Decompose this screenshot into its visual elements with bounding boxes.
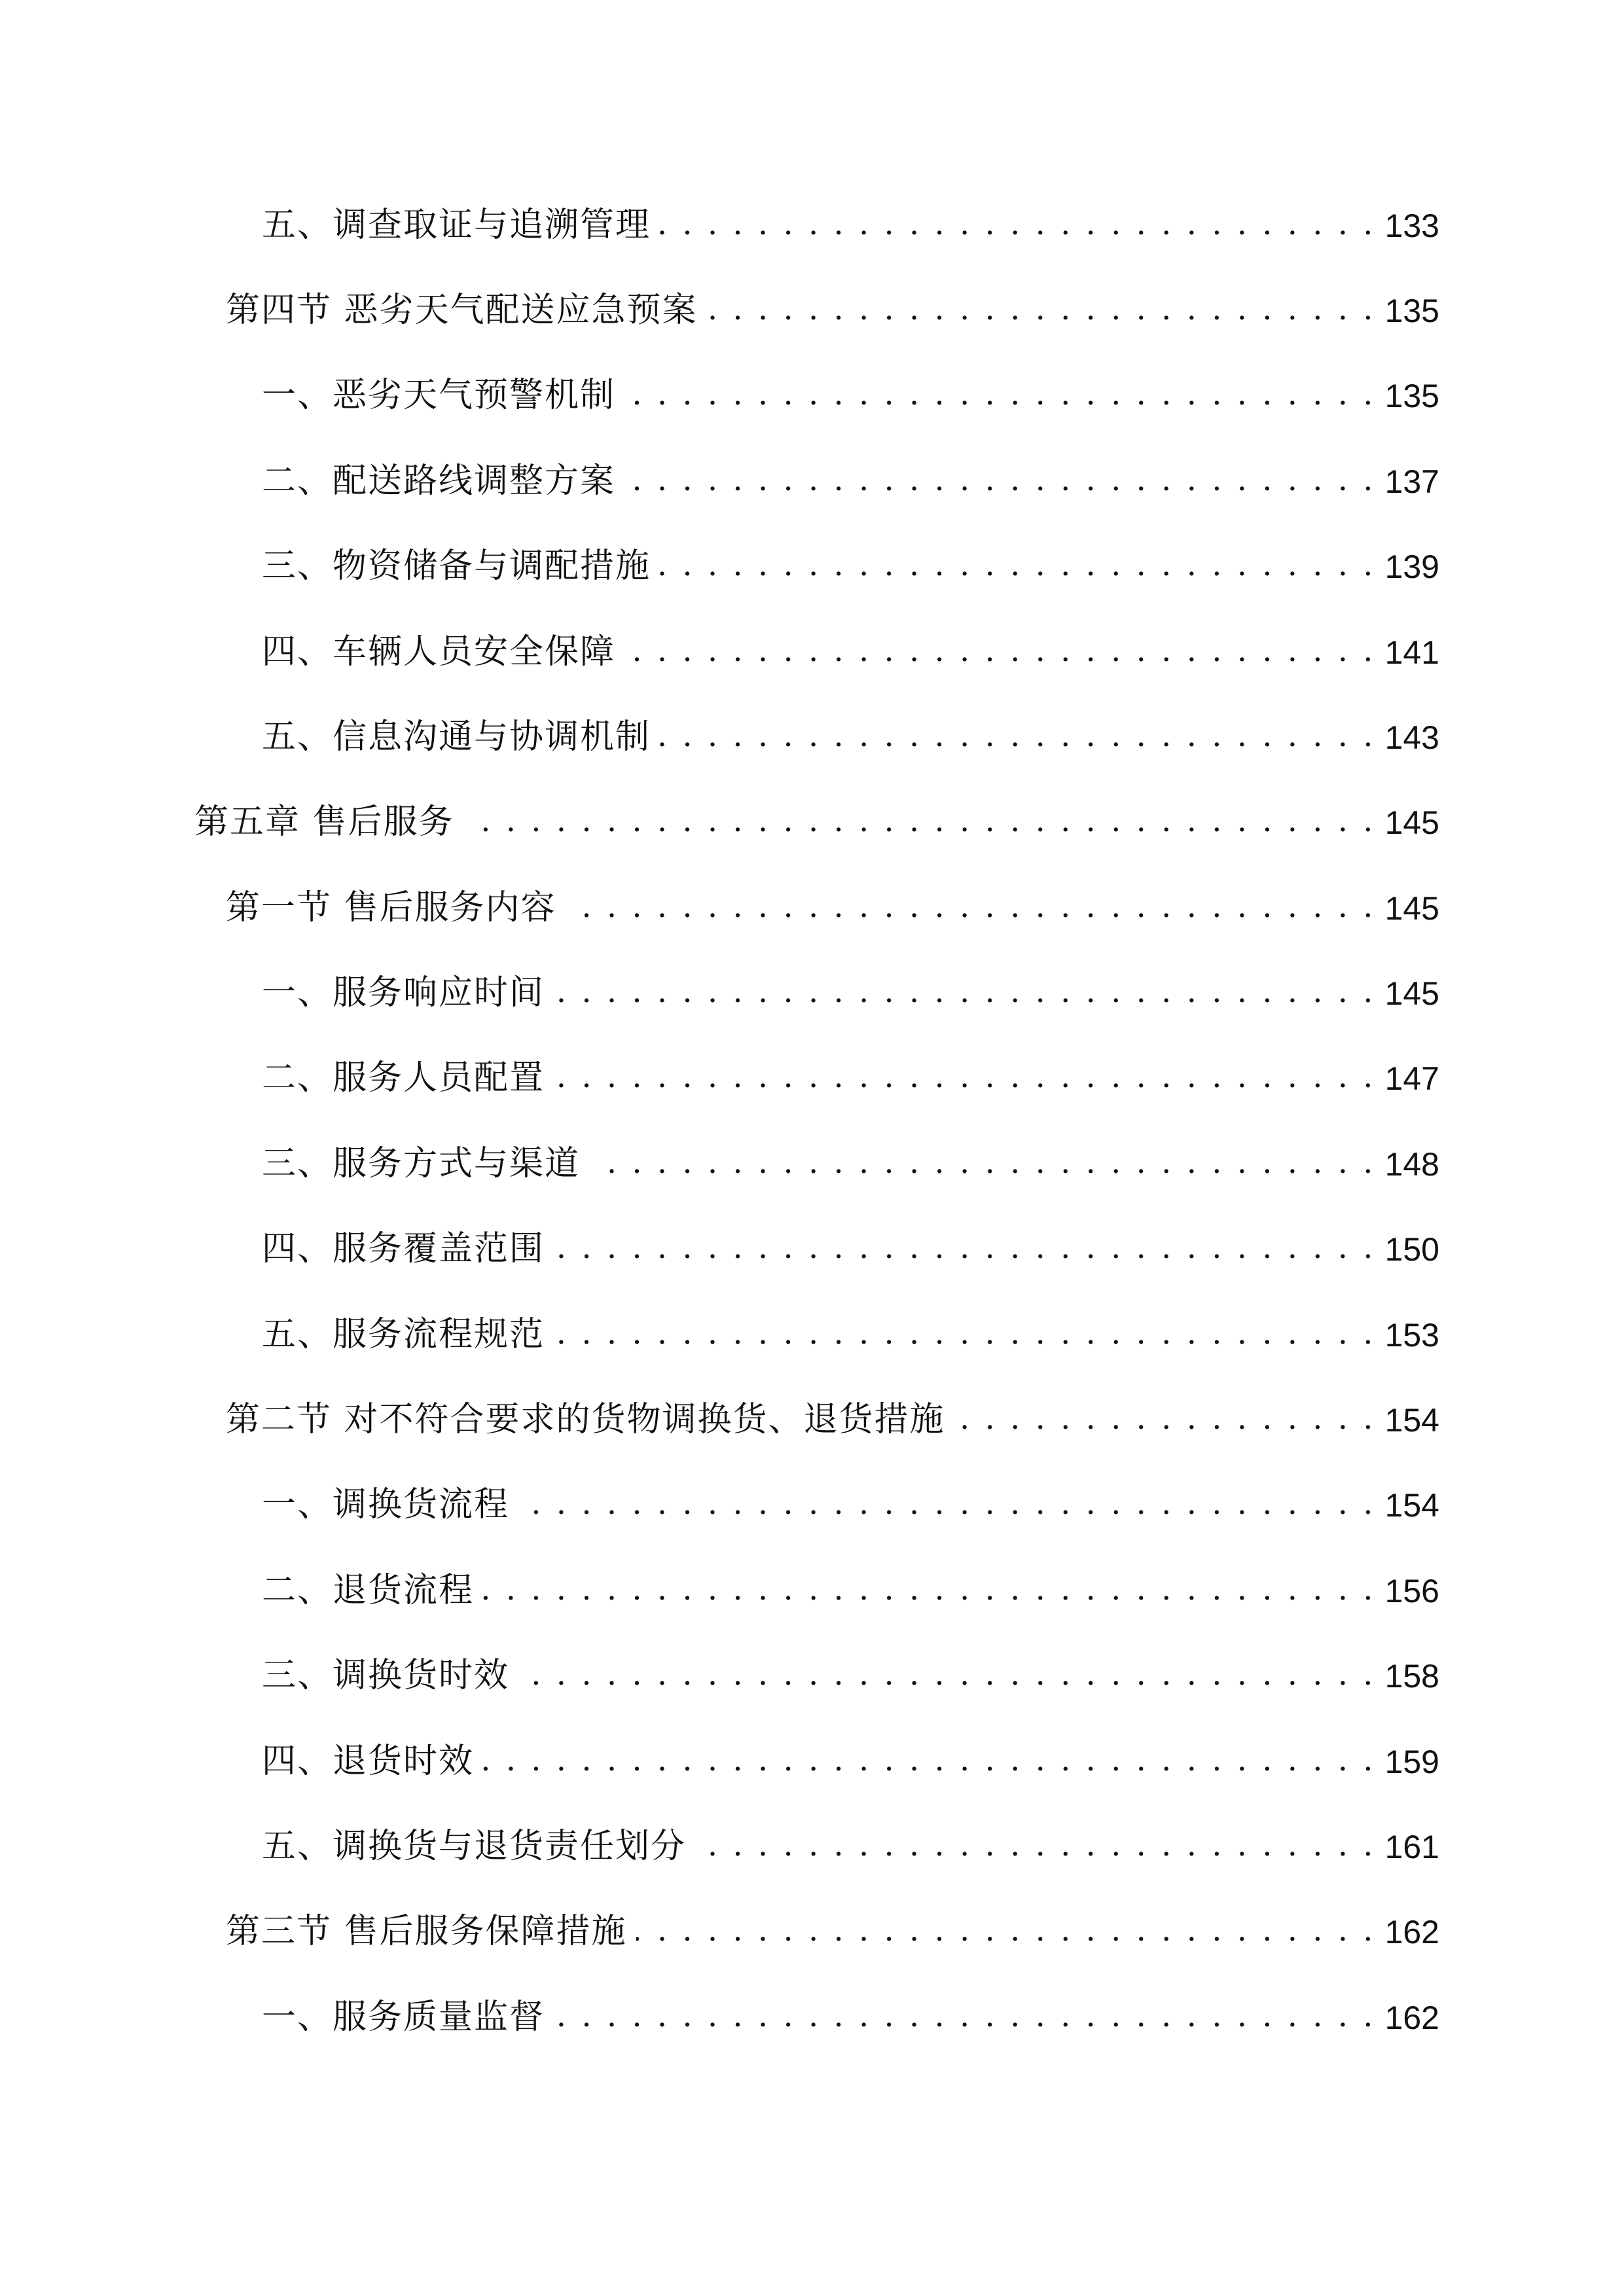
toc-entry-page-number: 162 xyxy=(1384,2000,1439,2036)
dot-leader xyxy=(554,1318,1376,1352)
toc-entry-title: 三、调换货时效 xyxy=(262,1656,510,1695)
toc-entry-title: 第三节 售后服务保障措施 xyxy=(226,1912,627,1951)
toc-entry xyxy=(262,1109,1439,1181)
toc-entry xyxy=(226,1876,1439,1951)
toc-entry-page-number: 137 xyxy=(1384,463,1439,500)
toc-entry-page-number: 161 xyxy=(1384,1829,1439,1865)
toc-entry-title: 二、服务人员配置 xyxy=(262,1058,545,1098)
toc-entry-page-number: 147 xyxy=(1384,1060,1439,1097)
toc-entry xyxy=(262,1450,1439,1522)
toc-entry-title: 第一节 售后服务内容 xyxy=(226,888,556,927)
toc-entry-title: 一、服务质量监督 xyxy=(262,1998,545,2037)
toc-entry xyxy=(262,340,1439,415)
toc-entry-page-number: 135 xyxy=(1384,293,1439,329)
dot-leader xyxy=(554,2000,1376,2034)
toc-entry-page-number: 158 xyxy=(1384,1658,1439,1695)
toc-entry-title: 四、服务覆盖范围 xyxy=(262,1229,545,1268)
toc-entry-page-number: 153 xyxy=(1384,1317,1439,1354)
dot-leader xyxy=(463,805,1376,839)
toc-entry xyxy=(262,1535,1439,1610)
toc-entry-page-number: 156 xyxy=(1384,1573,1439,1609)
toc-entry xyxy=(226,853,1439,925)
toc-entry-title: 三、物资储备与调配措施 xyxy=(262,547,651,586)
toc-entry-page-number: 133 xyxy=(1384,207,1439,244)
toc-entry xyxy=(262,938,1439,1013)
toc-entry xyxy=(262,597,1439,672)
toc-entry-title: 三、服务方式与渠道 xyxy=(262,1144,581,1183)
dot-leader xyxy=(954,1403,1376,1437)
dot-leader xyxy=(660,720,1376,754)
dot-leader xyxy=(483,1573,1376,1607)
dot-leader xyxy=(624,635,1376,669)
dot-leader xyxy=(695,1829,1376,1863)
toc-entry-title: 一、恶劣天气预警机制 xyxy=(262,376,616,415)
dot-leader xyxy=(707,293,1376,327)
toc-entry-title: 五、调查取证与追溯管理 xyxy=(262,206,651,245)
toc-entry-page-number: 148 xyxy=(1384,1146,1439,1183)
dot-leader xyxy=(624,378,1376,412)
toc-entry-page-number: 154 xyxy=(1384,1402,1439,1439)
dot-leader xyxy=(554,1232,1376,1266)
toc-entry-page-number: 139 xyxy=(1384,548,1439,585)
dot-leader xyxy=(660,549,1376,583)
dot-leader xyxy=(518,1488,1376,1522)
toc-entry-title: 二、配送路线调整方案 xyxy=(262,461,616,501)
toc-entry xyxy=(262,682,1439,757)
dot-leader xyxy=(589,1147,1376,1181)
dot-leader xyxy=(566,891,1376,925)
toc-entry xyxy=(262,426,1439,501)
dot-leader xyxy=(624,464,1376,498)
toc-entry-page-number: 150 xyxy=(1384,1231,1439,1268)
toc-entry xyxy=(262,1962,1439,2037)
toc-entry xyxy=(262,1280,1439,1352)
toc-entry-page-number: 145 xyxy=(1384,804,1439,841)
toc-entry-page-number: 162 xyxy=(1384,1914,1439,1950)
toc-entry xyxy=(262,1621,1439,1693)
toc-entry-page-number: 145 xyxy=(1384,975,1439,1012)
dot-leader xyxy=(483,1744,1376,1778)
toc-entry-page-number: 141 xyxy=(1384,634,1439,671)
toc-entry xyxy=(194,767,1439,842)
dot-leader xyxy=(636,1914,1376,1948)
toc-entry-page-number: 135 xyxy=(1384,378,1439,414)
toc-entry xyxy=(262,1791,1439,1866)
toc-entry-page-number: 145 xyxy=(1384,890,1439,927)
toc-entry-title: 四、车辆人员安全保障 xyxy=(262,632,616,672)
toc-entry-title: 五、信息沟通与协调机制 xyxy=(262,717,651,757)
toc-entry-title: 五、服务流程规范 xyxy=(262,1315,545,1354)
toc-entry xyxy=(226,1365,1439,1437)
toc-entry-title: 四、退货时效 xyxy=(262,1742,475,1781)
toc-entry xyxy=(262,1194,1439,1266)
toc-entry-title: 五、调换货与退货责任划分 xyxy=(262,1827,687,1866)
toc-entry-title: 二、退货流程 xyxy=(262,1571,475,1610)
dot-leader xyxy=(554,1061,1376,1095)
toc-entry xyxy=(226,255,1439,330)
dot-leader xyxy=(554,976,1376,1010)
toc-entry-title: 一、调换货流程 xyxy=(262,1485,510,1524)
toc-entry xyxy=(262,511,1439,586)
toc-entry-title: 一、服务响应时间 xyxy=(262,973,545,1013)
toc-entry-page-number: 154 xyxy=(1384,1487,1439,1524)
toc-entry-title: 第二节 对不符合要求的货物调换货、退货措施 xyxy=(226,1400,945,1439)
toc-entry-page-number: 143 xyxy=(1384,719,1439,756)
dot-leader xyxy=(518,1659,1376,1693)
dot-leader xyxy=(660,208,1376,242)
toc-entry xyxy=(262,170,1439,245)
toc-entry-title: 第五章 售后服务 xyxy=(194,802,454,842)
toc-entry-title: 第四节 恶劣天气配送应急预案 xyxy=(226,291,698,330)
toc-entry xyxy=(262,1023,1439,1098)
toc-entry-page-number: 159 xyxy=(1384,1744,1439,1780)
toc-entry xyxy=(262,1706,1439,1781)
